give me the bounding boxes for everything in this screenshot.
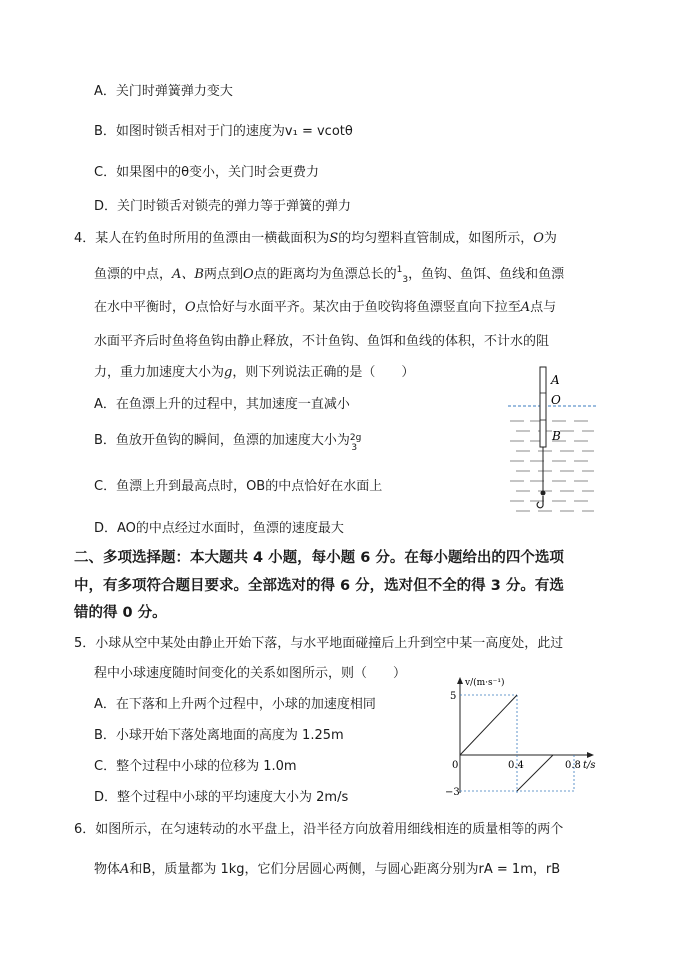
q6-stem-line1: 6．如图所示，在匀速转动的水平盘上，沿半径方向放着用细线相连的质量相等的两个 xyxy=(74,822,564,837)
q3-option-b-text: B．如图时锁舌相对于门的速度为 xyxy=(94,124,285,139)
section2-heading-line1: 二、多项选择题：本大题共 4 小题，每小题 6 分。在每小题给出的四个选项 xyxy=(74,550,564,566)
q6-symbol-a: A xyxy=(120,862,130,877)
fig-label-a: A xyxy=(551,373,560,387)
q5-stem-line2: 程中小球速度随时间变化的关系如图所示，则（ ） xyxy=(94,666,407,681)
q6-symbol-b: B xyxy=(142,862,152,877)
q5-option-a: A．在下落和上升两个过程中，小球的加速度相同 xyxy=(94,697,376,712)
q6-ra: rA = 1m xyxy=(478,862,533,877)
bait-icon xyxy=(541,491,546,496)
q5-stem-line1: 5．小球从空中某处由静止开始下落，与水平地面碰撞后上升到空中某一高度处，此过 xyxy=(74,636,564,651)
fraction-numerator: 2g xyxy=(349,433,362,443)
graph-ylabel: v/(m·s⁻¹) xyxy=(465,678,505,688)
q5-option-d: D．整个过程中小球的平均速度大小为 2m/s xyxy=(94,790,349,805)
q4-symbol-o: O xyxy=(533,231,544,246)
graph-origin: 0 xyxy=(452,760,459,771)
q4-option-b-text: B．鱼放开鱼钩的瞬间，鱼漂的加速度大小为 xyxy=(94,433,350,448)
q4-option-d xyxy=(94,521,344,537)
q5-option-b: B．小球开始下落处离地面的高度为 1.25m xyxy=(94,728,344,743)
q5-option-c: C．整个过程中小球的位移为 1.0m xyxy=(94,759,297,774)
graph-ytick-5: 5 xyxy=(450,691,457,702)
q4-text: ，则下列说法正确的是（ ） xyxy=(232,365,415,380)
q4-text: 在水中平衡时， xyxy=(94,300,186,315)
q6-stem-line2 xyxy=(94,862,560,878)
q4-stem-line2 xyxy=(94,267,564,284)
q4-text: 点与 xyxy=(530,300,557,315)
q4-option-a: A．在鱼漂上升的过程中，其加速度一直减小 xyxy=(94,397,350,412)
q4-text: 为 xyxy=(543,231,557,246)
q6-text: ，质量都为 1kg，它们分居圆心两侧，与圆心距离分别为 xyxy=(151,862,479,877)
q4-text: 力，重力加速度大小为 xyxy=(94,365,225,380)
graph-xlabel: t/s xyxy=(583,760,596,771)
section2-heading-line2: 中，有多项符合题目要求。全部选对的得 6 分，选对但不全的得 3 分。有选 xyxy=(74,578,564,594)
q4-symbol-o: O xyxy=(242,267,254,282)
q4-symbol-g: g xyxy=(224,365,233,380)
q4-stem-line3 xyxy=(94,300,556,316)
q3-option-a: A．关门时弹簧弹力变大 xyxy=(94,84,233,99)
fraction-numerator: 1 xyxy=(396,265,403,275)
y-axis-arrow-icon xyxy=(457,677,463,684)
q3-option-b-formula: v₁ = vcotθ xyxy=(284,124,353,139)
x-axis-arrow-icon xyxy=(587,752,594,758)
q4-stem-line4: 水面平齐后时鱼将鱼钩由静止释放，不计鱼钩、鱼饵和鱼线的体积，不计水的阻 xyxy=(94,334,550,349)
graph-xtick-08: 0.8 xyxy=(565,760,581,771)
q6-rb: rB xyxy=(545,862,561,877)
fraction-denominator: 3 xyxy=(402,275,409,285)
q4-symbol-o: O xyxy=(185,300,196,315)
q4-option-b xyxy=(94,433,367,453)
q6-text: 和 xyxy=(129,862,143,877)
q4-symbol-ab: A、B xyxy=(172,267,204,282)
graph-xtick-04: 0.4 xyxy=(508,760,524,771)
fig-label-o: O xyxy=(551,393,561,407)
q4-option-c-text: 的中点恰好在水面上 xyxy=(265,479,383,494)
graph-ytick-neg3: −3 xyxy=(445,787,460,798)
q4-text: ，鱼钩、鱼饵、鱼线和鱼漂 xyxy=(408,267,565,282)
velocity-time-graph xyxy=(440,673,600,803)
fig-label-b: B xyxy=(552,429,561,443)
hook-icon xyxy=(537,496,543,508)
segment-ob: OB xyxy=(246,479,266,494)
q4-text: 两点到 xyxy=(203,267,243,282)
q4-stem-line1 xyxy=(74,231,557,247)
q4-option-c xyxy=(94,479,382,495)
q4-text: 的均匀塑料直管制成，如图所示， xyxy=(338,231,534,246)
float-tube xyxy=(540,367,546,447)
segment-ao: AO xyxy=(117,521,136,536)
q4-text: 点恰好与水面平齐。某次由于鱼咬钩将鱼漂竖直向下拉至 xyxy=(195,300,521,315)
q4-text: 点的距离均为鱼漂总长的 xyxy=(253,267,397,282)
q4-text: 4．某人在钓鱼时所用的鱼漂由一横截面积为 xyxy=(74,231,330,246)
q4-option-d-text: 的中点经过水面时，鱼漂的速度最大 xyxy=(135,521,344,536)
float-figure xyxy=(498,365,608,520)
q4-symbol-a: A xyxy=(520,300,531,315)
q4-symbol-s: S xyxy=(329,231,339,246)
q4-text: 鱼漂的中点， xyxy=(94,267,173,282)
q3-option-d: D．关门时锁舌对锁壳的弹力等于弹簧的弹力 xyxy=(94,199,352,214)
q4-option-c-text: C．鱼漂上升到最高点时， xyxy=(94,479,247,494)
q3-option-b xyxy=(94,124,353,140)
q3-option-c: C．如果图中的θ变小，关门时会更费力 xyxy=(94,165,320,180)
graph-line-falling xyxy=(460,695,517,755)
fraction-denominator: 3 xyxy=(351,443,358,453)
section2-heading-line3: 错的得 0 分。 xyxy=(74,605,167,621)
q6-text: ， xyxy=(532,862,546,877)
q4-stem-line5 xyxy=(94,365,414,381)
q4-option-d-text: D． xyxy=(94,521,118,536)
q6-text: 物体 xyxy=(94,862,121,877)
